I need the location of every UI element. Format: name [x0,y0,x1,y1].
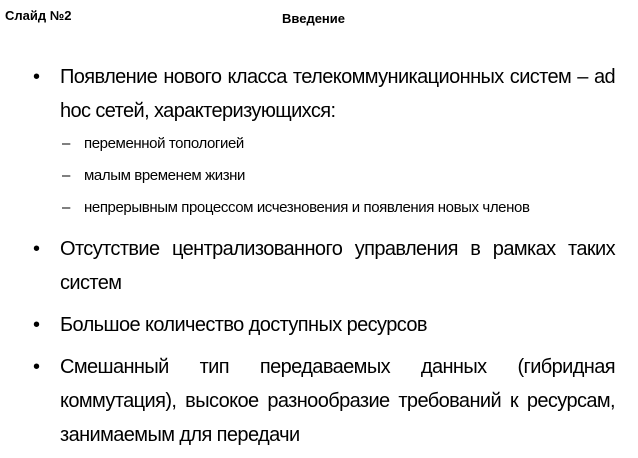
bullet-item [33,60,615,128]
slide-title: Введение [282,11,345,26]
sub-item-text: малым временем жизни [84,167,246,184]
bullet-icon: • [33,238,41,260]
sub-item-text: непрерывным процессом исчезновения и появления новых членов [84,199,530,216]
dash-icon: – [62,135,71,152]
dash-icon: – [62,167,71,184]
bullet-text: Отсутствие централизованного управления в рамках таких систем [60,238,615,294]
bullet-icon: • [33,314,41,336]
bullet-icon: • [33,356,41,378]
bullet-text: Большое количество доступных ресурсов [60,314,427,336]
sub-item [33,160,615,192]
bullet-text: Появление нового класса телекоммуникационных систем – ad hoc сетей, характеризующихся: [60,66,615,122]
bullet-item [33,308,615,342]
sub-item [33,128,615,160]
bullet-item [33,350,615,452]
sub-list [33,128,615,224]
bullet-icon: • [33,66,41,88]
bullet-item [33,232,615,300]
sub-item [33,192,615,224]
bullet-text: Смешанный тип передаваемых данных (гибридная коммутация), высокое разнообразие требований к ресурсам, занимаемым для передачи [60,356,615,446]
sub-item-text: переменной топологией [84,135,244,152]
slide-content [33,60,615,452]
dash-icon: – [62,199,71,216]
slide-number: Слайд №2 [5,8,72,23]
